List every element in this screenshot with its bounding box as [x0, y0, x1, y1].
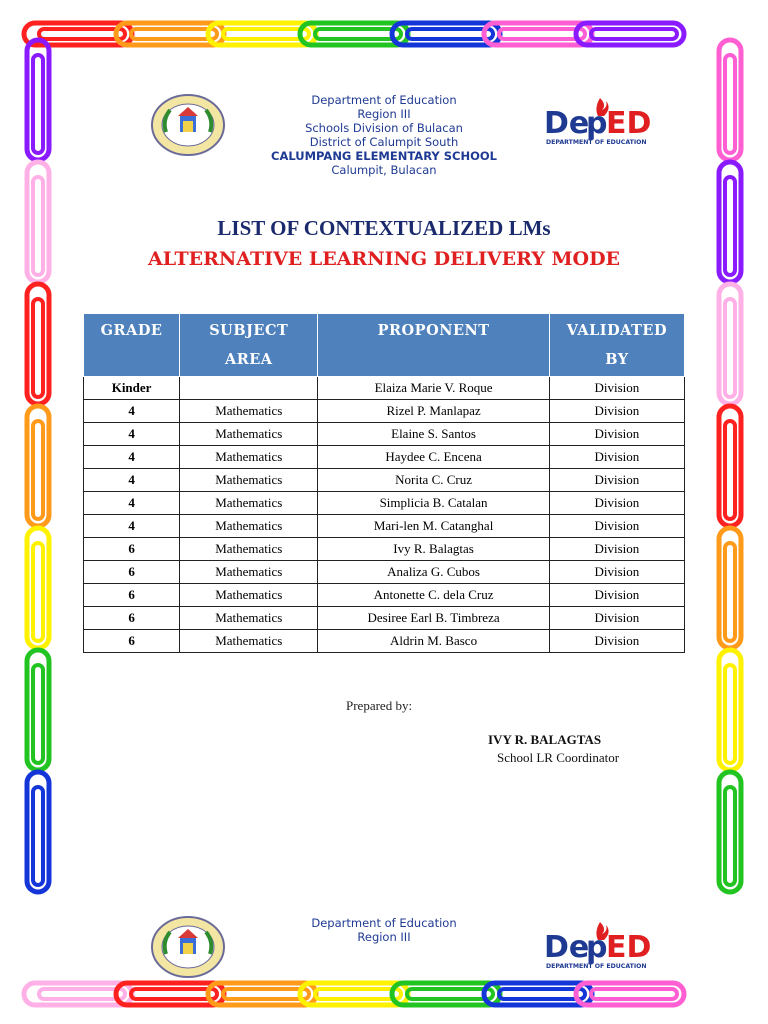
svg-text:De: De — [544, 930, 590, 965]
table-row — [84, 469, 685, 492]
cell-subject: Mathematics — [180, 469, 318, 492]
cell-proponent: Rizel P. Manlapaz — [318, 400, 549, 423]
svg-text:ED: ED — [606, 106, 652, 141]
cell-grade: 4 — [84, 400, 180, 423]
table-row — [84, 377, 685, 400]
svg-text:DEPARTMENT OF EDUCATION: DEPARTMENT OF EDUCATION — [546, 139, 647, 146]
table-row — [84, 400, 685, 423]
cell-subject: Mathematics — [180, 607, 318, 630]
table-header-row — [84, 314, 685, 377]
cell-grade: 6 — [84, 607, 180, 630]
cell-proponent: Haydee C. Encena — [318, 446, 549, 469]
cell-validated: Division — [549, 515, 684, 538]
cell-grade: 4 — [84, 423, 180, 446]
cell-subject — [180, 377, 318, 400]
cell-subject: Mathematics — [180, 492, 318, 515]
cell-subject: Mathematics — [180, 423, 318, 446]
cell-subject: Mathematics — [180, 538, 318, 561]
header-block — [232, 93, 536, 177]
cell-validated: Division — [549, 561, 684, 584]
header-line: Schools Division of Bulacan — [305, 121, 463, 135]
cell-subject: Mathematics — [180, 515, 318, 538]
cell-proponent: Simplicia B. Catalan — [318, 492, 549, 515]
cell-proponent: Antonette C. dela Cruz — [318, 584, 549, 607]
cell-validated: Division — [549, 423, 684, 446]
cell-grade: 6 — [84, 630, 180, 653]
school-location: Calumpit, Bulacan — [331, 163, 437, 177]
cell-proponent: Aldrin M. Basco — [318, 630, 549, 653]
document-subtitle: ALTERNATIVE LEARNING DELIVERY MODE — [147, 248, 621, 270]
cell-validated: Division — [549, 400, 684, 423]
cell-subject: Mathematics — [180, 630, 318, 653]
header-line: Region III — [357, 107, 411, 121]
signatory-name: IVY R. BALAGTAS — [488, 732, 602, 747]
paperclip — [27, 40, 49, 160]
table-row — [84, 561, 685, 584]
school-name: CALUMPANG ELEMENTARY SCHOOL — [271, 149, 497, 163]
deped-logo-icon — [542, 96, 670, 148]
cell-proponent: Mari-len M. Catanghal — [318, 515, 549, 538]
cell-subject: Mathematics — [180, 561, 318, 584]
header-line: Department of Education — [311, 93, 457, 107]
svg-text:DEPARTMENT OF EDUCATION: DEPARTMENT OF EDUCATION — [546, 963, 647, 970]
footer-block — [232, 916, 536, 944]
cell-subject: Mathematics — [180, 584, 318, 607]
paperclip — [719, 528, 741, 648]
table-row — [84, 538, 685, 561]
cell-grade: Kinder — [84, 377, 180, 400]
paperclip — [719, 40, 741, 160]
table-row — [84, 423, 685, 446]
signatory-role: School LR Coordinator — [497, 750, 620, 765]
school-seal-footer-icon — [150, 916, 226, 978]
paperclip — [27, 528, 49, 648]
header-line: District of Calumpit South — [309, 135, 459, 149]
table-row — [84, 607, 685, 630]
cell-validated: Division — [549, 377, 684, 400]
column-header-grade: GRADE — [84, 314, 180, 377]
cell-proponent: Elaine S. Santos — [318, 423, 549, 446]
table-row — [84, 446, 685, 469]
lm-table — [83, 313, 685, 653]
svg-text:p: p — [586, 930, 608, 965]
paperclip — [719, 284, 741, 404]
cell-proponent: Norita C. Cruz — [318, 469, 549, 492]
cell-validated: Division — [549, 446, 684, 469]
cell-grade: 6 — [84, 538, 180, 561]
cell-subject: Mathematics — [180, 446, 318, 469]
school-seal-icon — [150, 94, 226, 156]
footer-line: Region III — [357, 930, 411, 944]
cell-grade: 6 — [84, 561, 180, 584]
cell-proponent: Ivy R. Balagtas — [318, 538, 549, 561]
cell-validated: Division — [549, 584, 684, 607]
cell-proponent: Analiza G. Cubos — [318, 561, 549, 584]
cell-validated: Division — [549, 607, 684, 630]
svg-text:ED: ED — [606, 930, 652, 965]
column-header-subject: SUBJECT AREA — [180, 314, 318, 377]
column-header-proponent: PROPONENT — [318, 314, 549, 377]
table-row — [84, 515, 685, 538]
cell-validated: Division — [549, 492, 684, 515]
document-title: LIST OF CONTEXTUALIZED LMs — [217, 216, 551, 240]
footer-line: Department of Education — [311, 916, 457, 930]
cell-grade: 4 — [84, 469, 180, 492]
table-row — [84, 584, 685, 607]
cell-validated: Division — [549, 538, 684, 561]
paperclip — [27, 406, 49, 526]
paperclip — [719, 650, 741, 770]
svg-text:De: De — [544, 106, 590, 141]
paperclip — [719, 772, 741, 892]
paperclip — [576, 23, 684, 45]
svg-text:p: p — [586, 106, 608, 141]
paperclip — [576, 983, 684, 1005]
cell-validated: Division — [549, 630, 684, 653]
column-header-validated: VALIDATED BY — [549, 314, 684, 377]
cell-grade: 4 — [84, 446, 180, 469]
table-row — [84, 492, 685, 515]
table-row — [84, 630, 685, 653]
prepared-by-label: Prepared by: — [346, 698, 413, 713]
paperclip — [27, 284, 49, 404]
cell-validated: Division — [549, 469, 684, 492]
cell-proponent: Elaiza Marie V. Roque — [318, 377, 549, 400]
cell-grade: 4 — [84, 515, 180, 538]
paperclip — [719, 406, 741, 526]
paperclip — [27, 650, 49, 770]
cell-subject: Mathematics — [180, 400, 318, 423]
paperclip — [27, 772, 49, 892]
deped-logo-footer-icon — [542, 920, 670, 972]
cell-grade: 6 — [84, 584, 180, 607]
cell-grade: 4 — [84, 492, 180, 515]
cell-proponent: Desiree Earl B. Timbreza — [318, 607, 549, 630]
